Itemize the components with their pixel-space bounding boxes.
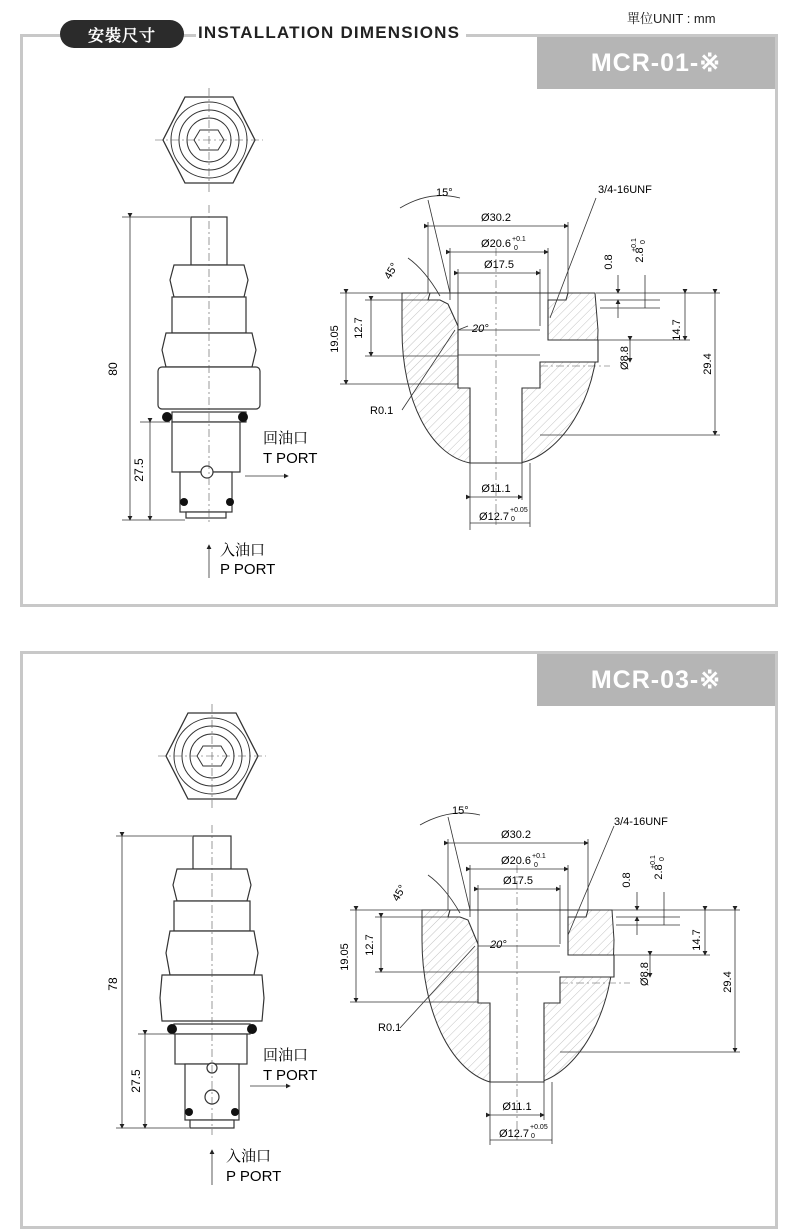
d-206-tol-upper: +0.1: [512, 236, 526, 243]
v-28-label: 2.8: [653, 864, 665, 880]
d-88-label: Ø8.8: [619, 346, 631, 370]
hex-top-view: [158, 704, 266, 808]
v-294-label: 29.4: [722, 971, 734, 993]
t-port-cn: 回油口: [263, 430, 309, 447]
v-28-tol-upper: +0.1: [631, 238, 638, 252]
d-127-label: Ø12.7: [479, 511, 509, 523]
v-147-label: 14.7: [671, 319, 683, 341]
v-127-label: 12.7: [364, 934, 376, 956]
d-127-tol-lower: 0: [511, 516, 515, 523]
d-206-label: Ø20.6: [481, 238, 511, 250]
v-28-label: 2.8: [634, 247, 646, 263]
lower-length-label: 27.5: [129, 1069, 143, 1093]
d-127-tol-upper: +0.05: [530, 1124, 548, 1131]
angle-inner-label: 20°: [472, 323, 489, 335]
d-88-label: Ø8.8: [639, 962, 651, 986]
p-port-cn: 入油口: [226, 1148, 272, 1165]
t-port-cn: 回油口: [263, 1047, 309, 1064]
radius-label: R0.1: [378, 1022, 402, 1034]
d-206-label: Ø20.6: [501, 855, 531, 867]
v-147-label: 14.7: [691, 929, 703, 951]
angle-top-label: 15°: [452, 805, 469, 817]
d-111-label: Ø11.1: [481, 483, 511, 495]
d-127-label: Ø12.7: [499, 1128, 529, 1140]
v-28-tol-lower: 0: [659, 857, 666, 861]
model-label: MCR-01-※: [537, 37, 775, 89]
p-port-en: P PORT: [220, 561, 276, 578]
t-port-en: T PORT: [263, 1067, 318, 1084]
thread-label: 3/4-16UNF: [614, 816, 668, 828]
v-127-label: 12.7: [353, 317, 365, 339]
d-206-tol-lower: 0: [534, 862, 538, 869]
t-port-en: T PORT: [263, 450, 318, 467]
v-08-label: 0.8: [621, 872, 633, 888]
cavity-drawing-1: [329, 184, 720, 530]
valve-drawing-2: [106, 704, 317, 1185]
d-127-tol-upper: +0.05: [510, 507, 528, 514]
d-206-tol-upper: +0.1: [532, 853, 546, 860]
unit-label: 單位UNIT : mm: [627, 11, 716, 26]
d-111-label: Ø11.1: [502, 1101, 532, 1113]
p-port-en: P PORT: [226, 1168, 282, 1185]
overall-length-label: 78: [106, 977, 120, 991]
v-28-tol-upper: +0.1: [650, 855, 657, 869]
p-port-cn: 入油口: [220, 542, 266, 559]
angle-top-label: 15°: [436, 187, 453, 199]
v-294-label: 29.4: [702, 353, 714, 375]
angle-side-label: 45°: [382, 261, 401, 282]
thread-label: 3/4-16UNF: [598, 184, 652, 196]
angle-side-label: 45°: [390, 883, 409, 904]
cavity-drawing-2: [339, 805, 740, 1145]
angle-inner-label: 20°: [490, 939, 507, 951]
d-outer-label: Ø30.2: [481, 212, 511, 224]
section-badge: 安裝尺寸: [60, 20, 184, 48]
v-28-tol-lower: 0: [640, 240, 647, 244]
v-08-label: 0.8: [603, 254, 615, 270]
lower-length-label: 27.5: [132, 458, 146, 482]
v-1905-label: 19.05: [339, 943, 351, 971]
v-1905-label: 19.05: [329, 325, 341, 353]
d-outer-label: Ø30.2: [501, 829, 531, 841]
d-175-label: Ø17.5: [503, 875, 533, 887]
overall-length-label: 80: [106, 362, 120, 376]
d-206-tol-lower: 0: [514, 245, 518, 252]
section-title: INSTALLATION DIMENSIONS: [196, 23, 466, 43]
valve-drawing-1: [106, 88, 317, 578]
radius-label: R0.1: [370, 405, 394, 417]
model-label: MCR-03-※: [537, 654, 775, 706]
d-175-label: Ø17.5: [484, 259, 514, 271]
hex-top-view: [155, 88, 263, 192]
d-127-tol-lower: 0: [531, 1133, 535, 1140]
